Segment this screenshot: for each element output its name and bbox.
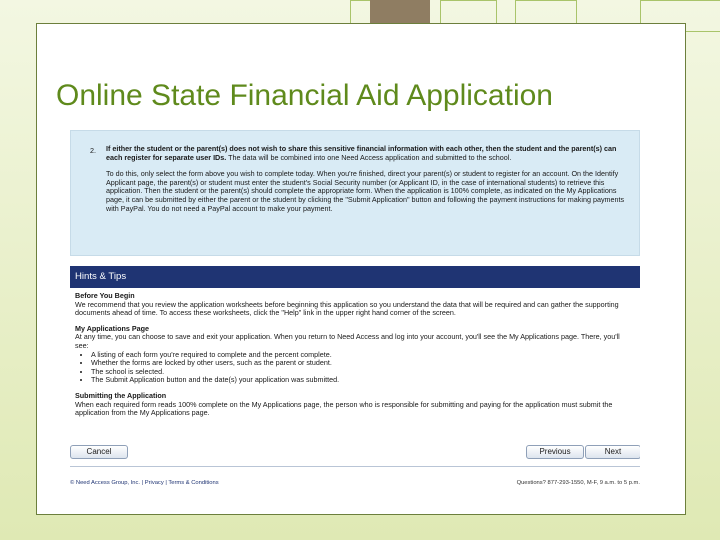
hint-list [75, 351, 635, 385]
list-item: • Whether the forms are locked by other users, such as the parent or student. [91, 359, 635, 368]
hint-text: We recommend that you review the application worksheets before beginning this application so you understand the data that will be required and can gather the supporting documents ahead of time. To access these worksheets, click the "Help" link in the upper right hand corner of the screen. [75, 299, 619, 318]
embedded-screenshot [70, 130, 640, 488]
list-item: • A listing of each form you're required to complete and the percent complete. [91, 351, 635, 360]
hint-my-applications [75, 325, 635, 385]
step-paragraph-2: To do this, only select the form above you wish to complete today. When you're finished, direct your parent(s) or student to register for an account. On the Identify Applicant page, the parent(s) or student must enter the student's Social Security number (or Applicant ID, in the case of international students) to retrieve this application. Then the student or the parent(s) should complete the appropriate form. When the application is 100% complete, as indicated on the My Applications page, it can be submitted by either the parent or the student by clicking the "Submit Application" button and following the payment instructions for making payments with PayPal. You do not need a PayPal account to make your payment. [106, 169, 625, 213]
step-instructions-box [70, 130, 640, 256]
step-paragraph-1 [106, 145, 626, 162]
step-para1-bold: If either the student or the parent(s) does not wish to share this sensitive financial information with each other, then the student and the parent(s) can each register for separate user IDs. [106, 144, 617, 162]
footer-divider [70, 466, 640, 467]
hint-submitting [75, 392, 635, 418]
hint-title: Before You Begin [75, 291, 135, 300]
step-number: 2. [90, 146, 96, 155]
cancel-button[interactable]: Cancel [70, 445, 128, 459]
step-para1-rest: The data will be combined into one Need Access application and submitted to the school. [226, 152, 512, 162]
hints-body [75, 292, 635, 425]
footer-links[interactable]: © Need Access Group, Inc. | Privacy | Terms & Conditions [70, 480, 219, 486]
hint-title: My Applications Page [75, 323, 150, 333]
footer-contact: Questions? 877-293-1550, M-F, 9 a.m. to 5 p.m. [516, 480, 640, 486]
hint-text: When each required form reads 100% complete on the My Applications page, the person who is responsible for submitting and paying for the application must submit the application from the My Applications page. [75, 399, 613, 418]
next-button[interactable]: Next [585, 445, 640, 459]
hints-header: Hints & Tips [70, 266, 640, 288]
hint-text: At any time, you can choose to save and exit your application. When you return to Need Access and log into your account, you'll see the My Applications page. There, you'll see: [75, 332, 620, 350]
hint-before-you-begin [75, 292, 635, 318]
previous-button[interactable]: Previous [526, 445, 584, 459]
hint-title: Submitting the Application [75, 390, 167, 400]
list-item: • The Submit Application button and the date(s) your application was submitted. [91, 376, 635, 385]
step-text [106, 145, 626, 221]
list-item: • The school is selected. [91, 368, 635, 377]
slide-title: Online State Financial Aid Application [56, 79, 553, 112]
